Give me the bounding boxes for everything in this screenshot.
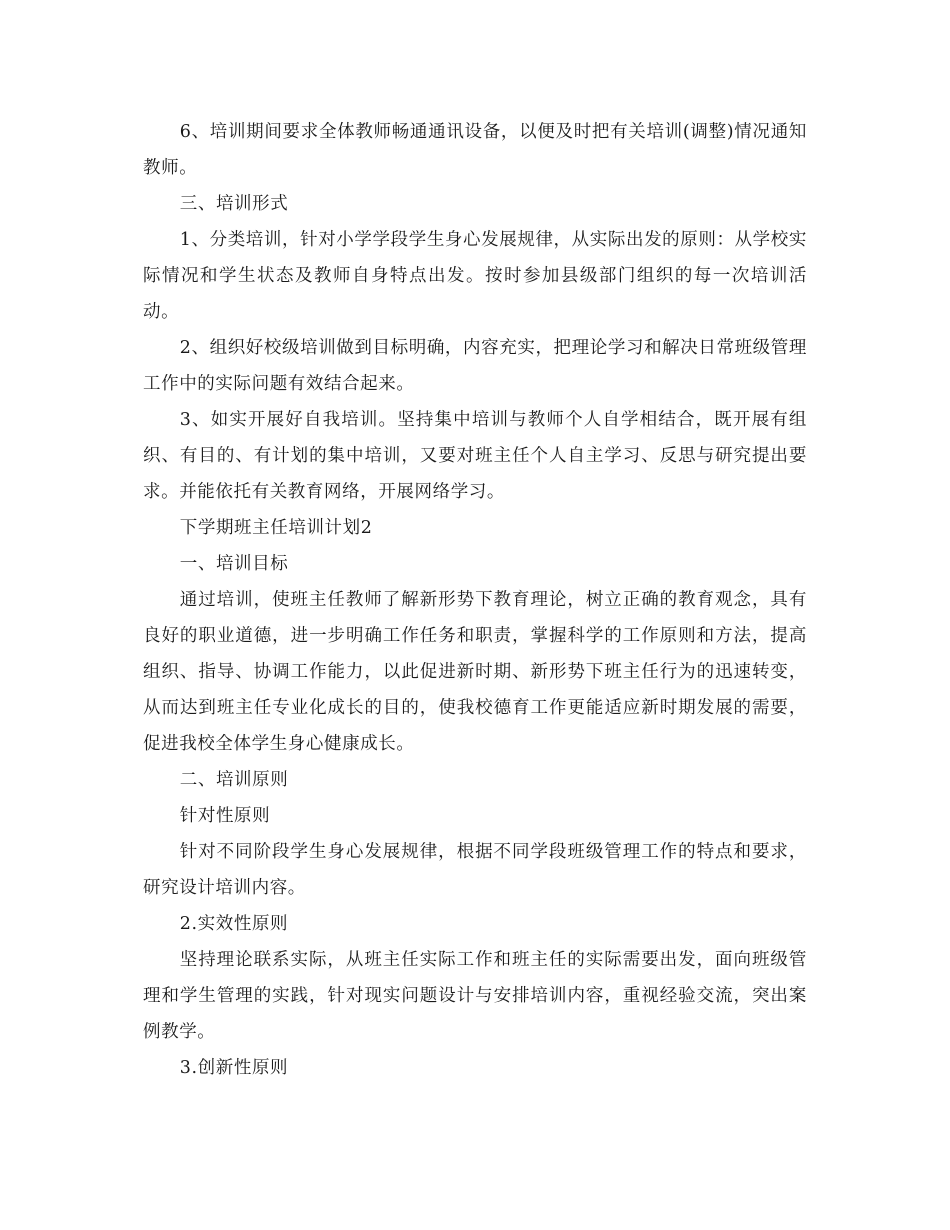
section-title-plan-2: 下学期班主任培训计划2	[179, 518, 373, 538]
paragraph-self-training: 3、如实开展好自我培训。坚持集中培训与教师个人自学相结合，既开展有组织、有目的、有计划的集中培训，又要对班主任个人自主学习、反思与研究提出要求。并能依托有关教育网络，开展网络学习。	[143, 410, 807, 502]
paragraph-targeted-principle: 针对不同阶段学生身心发展规律，根据不同学段班级管理工作的特点和要求，研究设计培训内容。	[143, 842, 807, 898]
paragraph-classified-training: 1、分类培训，针对小学学段学生身心发展规律，从实际出发的原则：从学校实际情况和学生状态及教师自身特点出发。按时参加县级部门组织的每一次培训活动。	[143, 230, 807, 322]
heading-training-format: 三、培训形式	[179, 194, 289, 214]
subheading-targeted-principle: 针对性原则	[179, 806, 271, 826]
paragraph-notify-teachers: 6、培训期间要求全体教师畅通通讯设备，以便及时把有关培训(调整)情况通知教师。	[143, 122, 807, 178]
heading-training-principles: 二、培训原则	[179, 770, 289, 790]
paragraph-training-goal: 通过培训，使班主任教师了解新形势下教育理论，树立正确的教育观念，具有良好的职业道德，进一步明确工作任务和职责，掌握科学的工作原则和方法，提高组织、指导、协调工作能力，以此促进新时期、新形势下班主任行为的迅速转变，从而达到班主任专业化成长的目的，使我校德育工作更能适应新时期发展的需要，促进我校全体学生身心健康成长。	[143, 590, 807, 754]
heading-training-goal: 一、培训目标	[179, 554, 289, 574]
document-body	[143, 114, 807, 1086]
paragraph-school-level-training: 2、组织好校级培训做到目标明确，内容充实，把理论学习和解决日常班级管理工作中的实际问题有效结合起来。	[143, 338, 807, 394]
paragraph-effectiveness-principle: 坚持理论联系实际，从班主任实际工作和班主任的实际需要出发，面向班级管理和学生管理的实践，针对现实问题设计与安排培训内容，重视经验交流，突出案例教学。	[143, 950, 807, 1042]
subheading-innovation-principle: 3.创新性原则	[179, 1058, 289, 1078]
subheading-effectiveness-principle: 2.实效性原则	[179, 914, 289, 934]
